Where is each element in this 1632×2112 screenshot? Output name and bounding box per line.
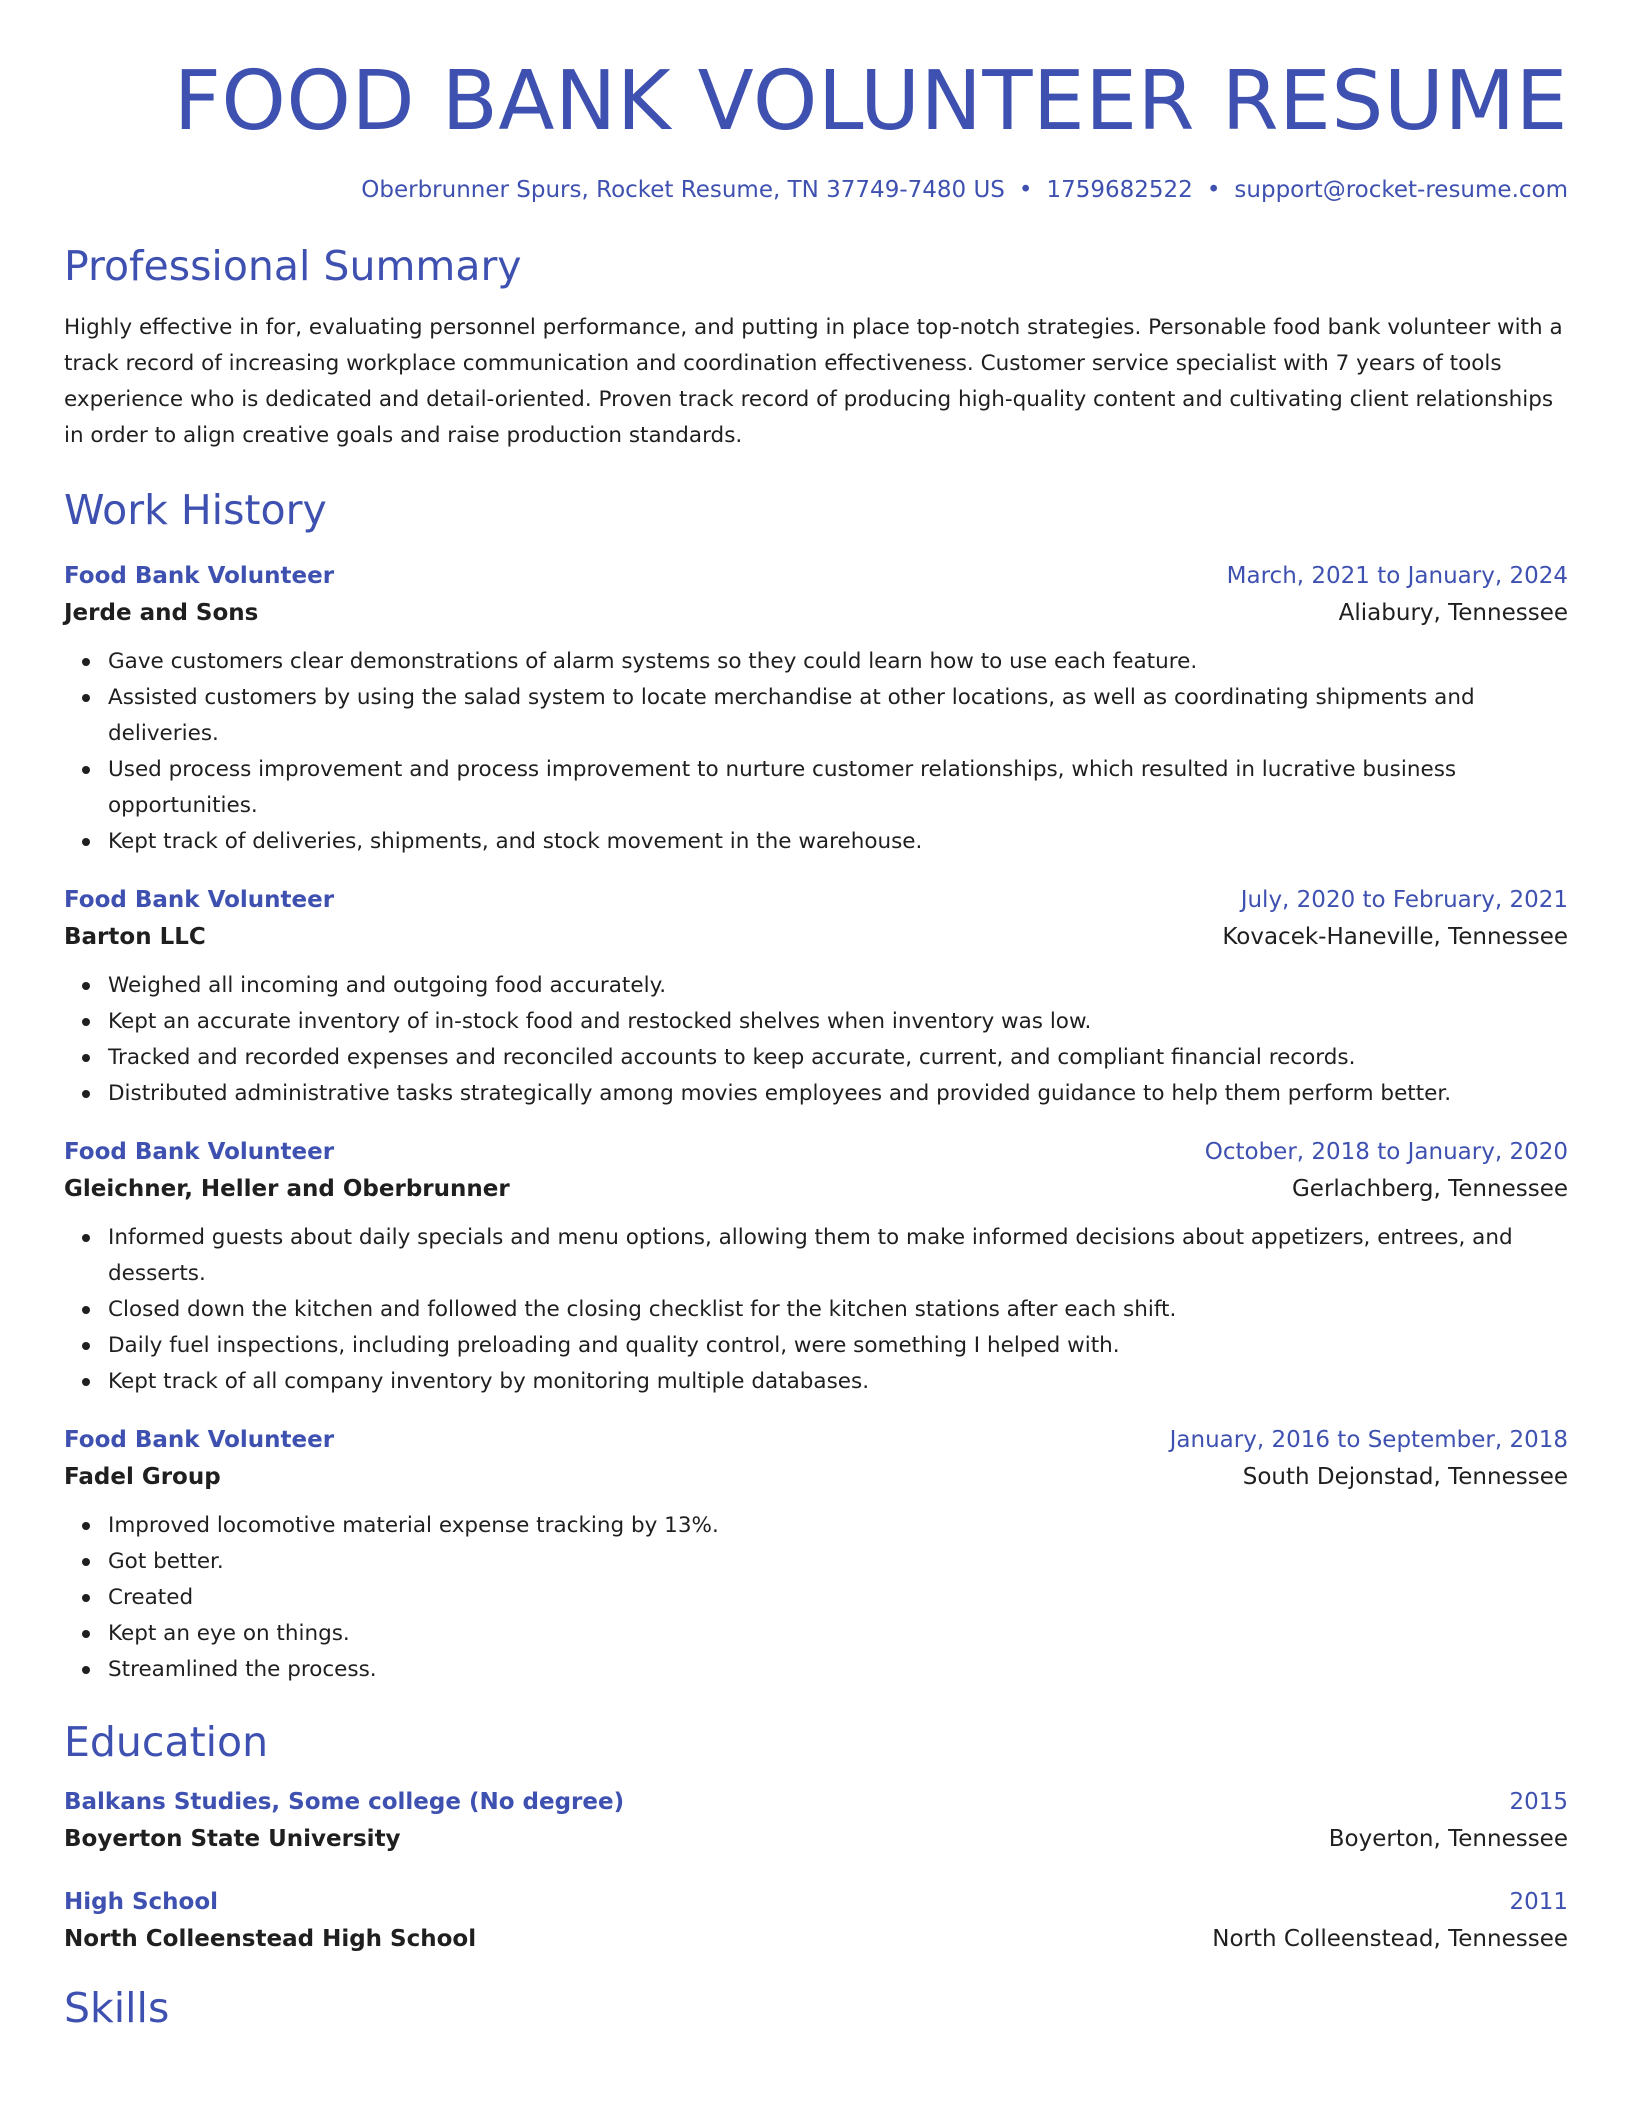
job-bullet: Assisted customers by using the salad system to locate merchandise at other locations, as well as coordinating shipments and deliveries. — [108, 680, 1568, 752]
job-bullets — [64, 1508, 1568, 1688]
resume-title: FOOD BANK VOLUNTEER RESUME — [173, 54, 1568, 149]
summary-heading: Professional Summary — [64, 242, 522, 290]
job-entry — [64, 558, 1568, 860]
job-role: Food Bank Volunteer — [64, 887, 335, 913]
job-bullet: Gave customers clear demonstrations of alarm systems so they could learn how to use each feature. — [108, 644, 1568, 680]
contact-line — [64, 174, 1568, 206]
contact-separator: • — [1206, 177, 1221, 203]
job-bullets — [64, 644, 1568, 860]
education-location: North Colleenstead, Tennessee — [1212, 1926, 1568, 1952]
job-bullet: Kept track of deliveries, shipments, and stock movement in the warehouse. — [108, 824, 1568, 860]
job-bullet: Used process improvement and process improvement to nurture customer relationships, which resulted in lucrative business opportunities. — [108, 752, 1568, 824]
job-dates: March, 2021 to January, 2024 — [1226, 563, 1568, 589]
job-bullet: Informed guests about daily specials and menu options, allowing them to make informed decisions about appetizers, entrees, and desserts. — [108, 1220, 1568, 1292]
contact-separator: • — [1018, 177, 1033, 203]
job-bullet: Kept an accurate inventory of in-stock food and restocked shelves when inventory was low. — [108, 1004, 1568, 1040]
job-bullet: Kept an eye on things. — [108, 1616, 1568, 1652]
job-company: Fadel Group — [64, 1464, 221, 1490]
resume-page — [64, 0, 1568, 2034]
education-degree: High School — [64, 1889, 219, 1915]
job-bullet: Improved locomotive material expense tracking by 13%. — [108, 1508, 1568, 1544]
job-bullet: Weighed all incoming and outgoing food accurately. — [108, 968, 1568, 1004]
job-bullet: Got better. — [108, 1544, 1568, 1580]
job-bullet: Distributed administrative tasks strategically among movies employees and provided guidance to help them perform better. — [108, 1076, 1568, 1112]
job-entry — [64, 1134, 1568, 1400]
job-location: Kovacek-Haneville, Tennessee — [1222, 924, 1568, 950]
job-company: Jerde and Sons — [64, 600, 259, 626]
education-year: 2011 — [1509, 1889, 1568, 1915]
skills-heading: Skills — [64, 1984, 170, 2032]
education-location: Boyerton, Tennessee — [1328, 1826, 1568, 1852]
summary-text: Highly effective in for, evaluating personnel performance, and putting in place top-notch strategies. Personable food bank volunteer with a track record of increasing workplace communication and coordination effectiveness. Customer service specialist with 7 years of tools experience who is dedicated and detail-oriented. Proven track record of producing high-quality content and cultivating client relationships in order to align creative goals and raise production standards. — [64, 315, 1563, 448]
job-location: Gerlachberg, Tennessee — [1291, 1176, 1568, 1202]
job-dates: January, 2016 to September, 2018 — [1169, 1427, 1568, 1453]
job-dates: July, 2020 to February, 2021 — [1240, 887, 1568, 913]
job-company: Gleichner, Heller and Oberbrunner — [64, 1176, 510, 1202]
work-history-heading: Work History — [64, 486, 327, 534]
job-bullet: Created — [108, 1580, 1568, 1616]
job-entry — [64, 1422, 1568, 1688]
education-entry — [64, 1784, 1568, 1858]
education-heading: Education — [64, 1718, 269, 1766]
job-bullet: Tracked and recorded expenses and reconciled accounts to keep accurate, current, and compliant financial records. — [108, 1040, 1568, 1076]
contact-email: support@rocket-resume.com — [1234, 177, 1568, 203]
job-role: Food Bank Volunteer — [64, 563, 335, 589]
job-role: Food Bank Volunteer — [64, 1427, 335, 1453]
job-role: Food Bank Volunteer — [64, 1139, 335, 1165]
job-bullets — [64, 1220, 1568, 1400]
job-bullet: Daily fuel inspections, including preloading and quality control, were something I helped with. — [108, 1328, 1568, 1364]
job-entry — [64, 882, 1568, 1112]
education-degree: Balkans Studies, Some college (No degree) — [64, 1789, 625, 1815]
contact-phone: 1759682522 — [1046, 177, 1193, 203]
job-bullet: Streamlined the process. — [108, 1652, 1568, 1688]
job-company: Barton LLC — [64, 924, 206, 950]
job-bullet: Closed down the kitchen and followed the closing checklist for the kitchen stations after each shift. — [108, 1292, 1568, 1328]
job-location: Aliabury, Tennessee — [1338, 600, 1568, 626]
job-dates: October, 2018 to January, 2020 — [1204, 1139, 1568, 1165]
job-bullets — [64, 968, 1568, 1112]
education-school: North Colleenstead High School — [64, 1926, 477, 1952]
education-entry — [64, 1884, 1568, 1958]
contact-address: Oberbrunner Spurs, Rocket Resume, TN 37749-7480 US — [361, 177, 1005, 203]
education-year: 2015 — [1509, 1789, 1568, 1815]
job-bullet: Kept track of all company inventory by monitoring multiple databases. — [108, 1364, 1568, 1400]
job-location: South Dejonstad, Tennessee — [1242, 1464, 1568, 1490]
education-school: Boyerton State University — [64, 1826, 401, 1852]
